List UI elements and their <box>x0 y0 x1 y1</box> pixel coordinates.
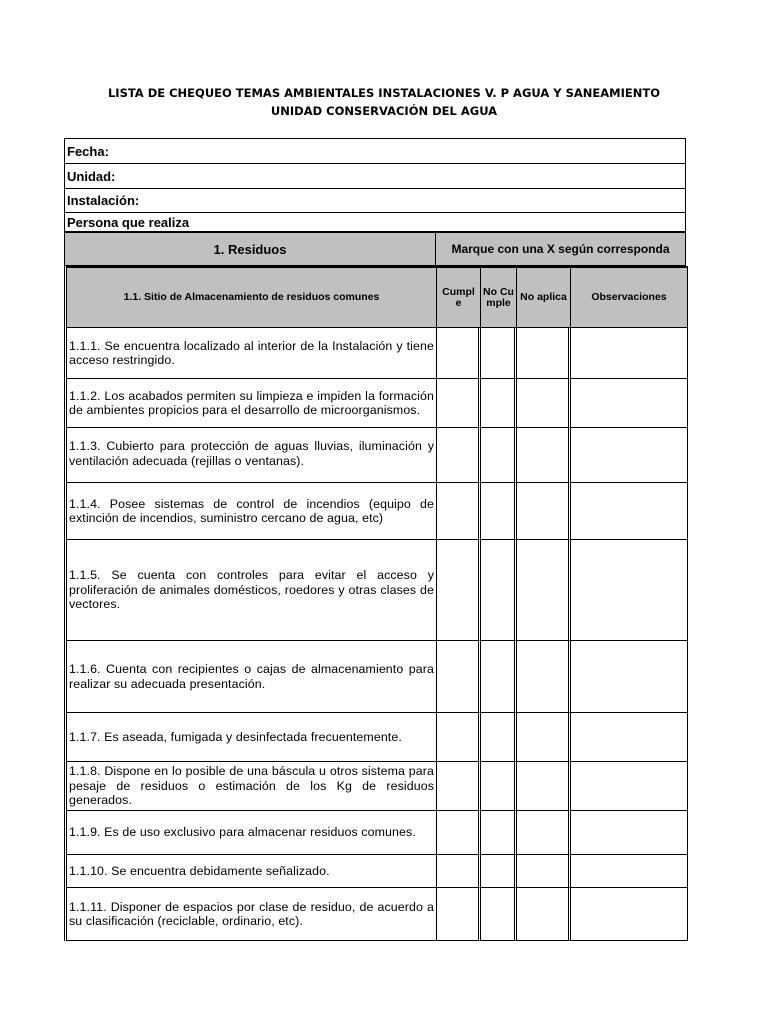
unidad-field[interactable] <box>65 164 685 189</box>
item-description: 1.1.7. Es aseada, fumigada y desinfectada frecuentemente. <box>67 713 437 762</box>
cumple-cell[interactable] <box>437 641 481 713</box>
observaciones-cell[interactable] <box>571 483 688 540</box>
observaciones-cell[interactable] <box>571 641 688 713</box>
table-row <box>67 641 688 713</box>
observaciones-cell[interactable] <box>571 888 688 941</box>
table-row <box>67 540 688 641</box>
section-header <box>64 232 686 266</box>
no-aplica-cell[interactable] <box>517 540 571 641</box>
subsection-title: 1.1. Sitio de Almacenamiento de residuos comunes <box>67 266 437 328</box>
unidad-label: Unidad: <box>67 168 116 184</box>
no-aplica-cell[interactable] <box>517 762 571 811</box>
document-title: LISTA DE CHEQUEO TEMAS AMBIENTALES INSTALACIONES V. P AGUA Y SANEAMIENTO <box>107 86 661 100</box>
table-row <box>67 811 688 855</box>
observaciones-cell[interactable] <box>571 762 688 811</box>
table-row <box>67 762 688 811</box>
col-cumple-header: Cumple <box>437 266 481 328</box>
checklist-table <box>64 266 688 941</box>
col-no-cumple-header: No Cumple <box>481 266 517 328</box>
item-description: 1.1.4. Posee sistemas de control de incendios (equipo de extinción de incendios, suministro cercano de agua, etc) <box>67 483 437 540</box>
observaciones-cell[interactable] <box>571 855 688 888</box>
no-aplica-cell[interactable] <box>517 888 571 941</box>
fecha-field[interactable] <box>65 139 685 164</box>
no-cumple-cell[interactable] <box>481 641 517 713</box>
no-aplica-cell[interactable] <box>517 328 571 379</box>
instalacion-label: Instalación: <box>67 193 140 208</box>
observaciones-cell[interactable] <box>571 379 688 428</box>
item-description: 1.1.9. Es de uso exclusivo para almacenar residuos comunes. <box>67 811 437 855</box>
section-title: 1. Residuos <box>65 233 436 265</box>
cumple-cell[interactable] <box>437 483 481 540</box>
no-cumple-cell[interactable] <box>481 713 517 762</box>
item-description: 1.1.11. Disponer de espacios por clase de residuo, de acuerdo a su clasificación (reciclable, ordinario, etc). <box>67 888 437 941</box>
fecha-label: Fecha: <box>67 143 109 159</box>
info-fields-box <box>64 138 686 232</box>
table-row <box>67 713 688 762</box>
table-row <box>67 888 688 941</box>
item-description: 1.1.1. Se encuentra localizado al interior de la Instalación y tiene acceso restringido. <box>67 328 437 379</box>
item-description: 1.1.5. Se cuenta con controles para evitar el acceso y proliferación de animales domésticos, roedores y otras clases de vectores. <box>67 540 437 641</box>
no-cumple-cell[interactable] <box>481 328 517 379</box>
no-cumple-cell[interactable] <box>481 855 517 888</box>
no-aplica-cell[interactable] <box>517 428 571 483</box>
no-cumple-cell[interactable] <box>481 483 517 540</box>
item-description: 1.1.10. Se encuentra debidamente señalizado. <box>67 855 437 888</box>
cumple-cell[interactable] <box>437 855 481 888</box>
cumple-cell[interactable] <box>437 713 481 762</box>
persona-field[interactable] <box>65 213 685 231</box>
no-cumple-cell[interactable] <box>481 540 517 641</box>
document-subtitle: UNIDAD CONSERVACIÓN DEL AGUA <box>270 104 498 118</box>
no-aplica-cell[interactable] <box>517 855 571 888</box>
persona-label: Persona que realiza <box>67 214 190 230</box>
observaciones-cell[interactable] <box>571 328 688 379</box>
no-aplica-cell[interactable] <box>517 379 571 428</box>
no-aplica-cell[interactable] <box>517 641 571 713</box>
observaciones-cell[interactable] <box>571 428 688 483</box>
section-instruction: Marque con una X según corresponda <box>451 242 670 256</box>
table-row <box>67 379 688 428</box>
table-header-row <box>67 266 688 328</box>
item-description: 1.1.3. Cubierto para protección de aguas lluvias, iluminación y ventilación adecuada (rejillas o ventanas). <box>67 428 437 483</box>
no-aplica-cell[interactable] <box>517 713 571 762</box>
table-row <box>67 855 688 888</box>
observaciones-cell[interactable] <box>571 540 688 641</box>
cumple-cell[interactable] <box>437 540 481 641</box>
no-cumple-cell[interactable] <box>481 428 517 483</box>
cumple-cell[interactable] <box>437 379 481 428</box>
no-cumple-cell[interactable] <box>481 379 517 428</box>
cumple-cell[interactable] <box>437 888 481 941</box>
observaciones-cell[interactable] <box>571 713 688 762</box>
no-aplica-cell[interactable] <box>517 811 571 855</box>
cumple-cell[interactable] <box>437 811 481 855</box>
col-observaciones-header: Observaciones <box>571 266 688 328</box>
item-description: 1.1.2. Los acabados permiten su limpieza e impiden la formación de ambientes propicios para el desarrollo de microorganismos. <box>67 379 437 428</box>
item-description: 1.1.6. Cuenta con recipientes o cajas de almacenamiento para realizar su adecuada presentación. <box>67 641 437 713</box>
cumple-cell[interactable] <box>437 762 481 811</box>
cumple-cell[interactable] <box>437 328 481 379</box>
no-aplica-cell[interactable] <box>517 483 571 540</box>
no-cumple-cell[interactable] <box>481 811 517 855</box>
item-description: 1.1.8. Dispone en lo posible de una báscula u otros sistema para pesaje de residuos o estimación de los Kg de residuos generados. <box>67 762 437 811</box>
observaciones-cell[interactable] <box>571 811 688 855</box>
col-no-aplica-header: No aplica <box>517 266 571 328</box>
no-cumple-cell[interactable] <box>481 888 517 941</box>
cumple-cell[interactable] <box>437 428 481 483</box>
instalacion-field[interactable] <box>65 189 685 213</box>
table-row <box>67 483 688 540</box>
table-row <box>67 428 688 483</box>
table-row <box>67 328 688 379</box>
no-cumple-cell[interactable] <box>481 762 517 811</box>
